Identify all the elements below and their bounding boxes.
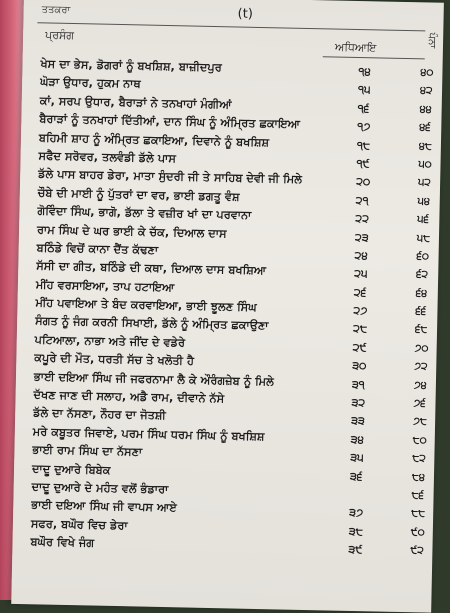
entry-topic: ਦੱਖਣ ਜਾਣ ਦੀ ਸਲਾਹ, ਅਡੈ ਰਾਮ, ਦੀਵਾਨੇ ਨੱਸੇ [33,388,225,406]
entry-topic: ਖੇਸ ਦਾ ਭੇਸ, ਡੋਗਰਾਂ ਨੂੰ ਬਖਸ਼ਿਸ਼, ਬਾਜ਼ੀਦਪੁਰ [40,57,222,75]
page-number: (t) [237,6,254,22]
entry-page: ੬੮ [414,323,428,336]
entry-page: ੭੬ [413,397,426,410]
entry-chapter: ੨੭ [353,304,368,318]
entry-chapter: ੧੭ [357,120,371,134]
entry-topic: ਭਾਈ ਦਇਆ ਸਿੰਘ ਜੀ ਵਾਪਸ ਆਏ [31,498,177,515]
entry-chapter: ੧੮ [356,138,371,152]
entry-chapter: ੨੧ [355,193,369,207]
entry-chapter: ੨੨ [355,212,370,226]
entry-chapter: ੩੧ [351,377,365,391]
entry-chapter: ੧੫ [357,83,371,97]
entry-chapter: ੩੫ [350,451,364,465]
entry-chapter: ੨੬ [353,285,367,299]
entry-topic: ਭਾਈ ਦਇਆ ਸਿੰਘ ਜੀ ਜਫਰਨਾਮਾ ਲੈ ਕੇ ਔਰੰਗਜ਼ੇਬ ਨੂੰ ਮਿਲੇ [33,369,275,388]
entry-page: ੫੨ [418,176,431,189]
entry-topic: ਮੀਂਹ ਵਰਸਾਇਆ, ਤਾਪ ਹਟਾਇਆ [35,278,175,294]
entry-page: ੫੦ [418,158,432,171]
book-page [11,0,444,613]
entry-page: ੯੨ [410,544,424,557]
entry-page: ੬੦ [416,250,430,263]
entry-chapter: ੩੨ [351,395,366,410]
entry-page: ੮੬ [411,489,425,502]
entry-topic: ਦਾਦੂ ਦੁਆਰੇ ਬਿਬੇਕ [31,461,111,477]
entry-topic: ਸਫੈਦ ਸਰੋਵਰ, ਤਲਵੰਡੀ ਡੱਲੇ ਪਾਸ [38,149,177,166]
entry-chapter: ੩੭ [349,506,364,520]
entry-chapter: ੧੬ [357,101,370,116]
entry-page: ੪੨ [419,84,433,97]
column-header-chapter: ਅਧਿਆਇ [334,40,377,55]
entry-topic: ਮਰੇ ਕਬੂਤਰ ਜਿਵਾਏ, ਪਰਮ ਸਿੰਘ ਧਰਮ ਸਿੰਘ ਨੂੰ ਬਖਸ਼ਿਸ਼ [32,425,265,443]
header-rule [37,22,425,31]
column-header-topic: ਪ੍ਰਸੰਗ [45,28,75,43]
entry-topic: ਡੱਲੇ ਦਾ ਨੱਸਣਾ, ਨੌਹਰ ਦਾ ਜੋਤਸ਼ੀ [33,406,167,423]
entry-topic: ਘੋੜਾ ਉਧਾਰ, ਹੁਕਮ ਨਾਥ [40,75,141,91]
entry-page: ੮੨ [412,452,426,465]
entry-topic: ਗੋਵਿੰਦਾ ਸਿੰਘ, ਭਾਗੋ, ਡੱਲਾ ਤੇ ਵਜ਼ੀਰ ਖਾਂ ਦਾ ਪਰਵਾਨਾ [37,204,252,222]
entry-topic: ਮੀਂਹ ਪਵਾਇਆ ਤੇ ਬੰਦ ਕਰਵਾਇਆ, ਭਾਈ ਝੂਲਣ ਸਿੰਘ [35,296,257,315]
contents-list [30,56,440,561]
entry-page: ੬੪ [415,286,428,300]
entry-chapter: ੧੪ [358,65,371,79]
entry-page: ੭੪ [413,378,427,392]
entry-topic: ਬਹਿਮੀ ਸ਼ਾਹ ਨੂੰ ਅੰਮ੍ਰਿਤ ਛਕਾਇਆ, ਦਿਵਾਨੇ ਨੂੰ ਬਖਸ਼ਿਸ਼ [38,130,270,149]
entry-chapter: ੩੩ [350,414,365,428]
entry-topic: ਬੈਰਾੜਾਂ ਨੂੰ ਤਨਖਾਹਾਂ ਦਿੱਤੀਆਂ, ਦਾਨ ਸਿੰਘ ਨੂੰ ਅੰਮ੍ਰਿਤ ਛਕਾਇਆ [39,112,301,131]
entry-topic: ਭਾਈ ਰਾਮ ਸਿੰਘ ਦਾ ਨੱਸਣਾ [32,443,143,459]
entry-page: ੭੦ [414,342,429,355]
entry-topic: ਸਫਰ, ਬਘੌਰ ਵਿਚ ਡੇਰਾ [30,517,128,533]
entry-page: ੫੪ [417,195,431,208]
entry-page: ੮੦ [412,434,427,447]
entry-page: ੯੦ [410,525,425,539]
entry-topic: ਦਾਦੂ ਦੁਆਰੇ ਦੇ ਮਹੰਤ ਵਲੋਂ ਭੰਡਾਰਾ [31,480,169,497]
subheader-rule [323,56,425,59]
entry-chapter: ੧੯ [356,156,370,171]
entry-chapter: ੨੪ [354,248,368,263]
entry-chapter: ੨੯ [352,340,367,355]
entry-page: ੬੨ [416,268,429,281]
entry-page: ੬੬ [415,305,427,318]
entry-page: ੪੬ [419,121,431,134]
entry-topic: ਕਾਂ, ਸਰਪ ਉਧਾਰ, ਬੈਰਾੜਾਂ ਨੇ ਤਨਖਾਹਾਂ ਮੰਗੀਆਂ [39,94,232,112]
entry-chapter: ੩੦ [352,359,367,373]
entry-chapter: ੩੯ [348,543,363,557]
entry-chapter: ੩੪ [350,432,365,447]
entry-chapter: ੨੫ [354,267,368,281]
entry-topic: ਬਘੌਰ ਵਿਖੇ ਜੰਗ [30,535,95,550]
column-header-page: ਪੰਨਾ [425,32,438,49]
entry-page: ੫੬ [417,213,430,226]
entry-topic: ਪਟਿਆਲਾ, ਨਾਭਾ ਅਤੇ ਜੀਂਦ ਦੇ ਵਡੇਰੇ [34,333,186,350]
entry-topic: ਬਠਿੰਡੇ ਵਿਚੋਂ ਕਾਨਾ ਦੈਂਤ ਕੱਢਣਾ [36,241,159,257]
entry-topic: ਡੱਲੇ ਪਾਸ ਬਾਹਰ ਡੇਰਾ, ਮਾਤਾ ਸੁੰਦਰੀ ਜੀ ਤੇ ਸਾਹਿਬ ਦੇਵੀ ਜੀ ਮਿਲੇ [38,167,303,187]
entry-page: ੪੪ [419,103,432,116]
entry-chapter: ੩੬ [349,469,363,483]
entry-chapter: ੨੦ [356,175,371,189]
entry-page: ੮੮ [411,507,426,520]
entry-topic: ਚੌਬੇ ਦੀ ਮਾਈ ਨੂੰ ਪੁੱਤਰਾਂ ਦਾ ਵਰ, ਭਾਈ ਡਗਤੂ ਵੰਸ਼ [37,186,240,204]
entry-page: ੭੮ [413,415,427,428]
entry-chapter: ੩੮ [348,524,364,538]
entry-chapter: ੨੩ [354,230,369,244]
entry-page: ੫੮ [416,231,431,245]
entry-topic: ਰਾਮ ਸਿੰਘ ਦੇ ਘਰ ਭਾਈ ਕੇ ਚੱਕ, ਦਿਆਲ ਦਾਸ [36,222,227,240]
entry-page: ੮੪ [411,470,426,484]
entry-page: ੭੨ [414,360,428,373]
running-head: ਤਤਕਰਾ [41,4,71,16]
entry-topic: ਸੱਸੀ ਦਾ ਗੀਤ, ਬਠਿੰਡੇ ਦੀ ਕਥਾ, ਦਿਆਲ ਦਾਸ ਬਖਸ਼ਿਆ [36,259,267,278]
entry-topic: ਸੰਗਤ ਨੂੰ ਜੰਗ ਕਰਨੀ ਸਿਖਾਈ, ਡੱਲੇ ਨੂੰ ਅੰਮ੍ਰਿਤ ਛਕਾਉਣਾ [35,314,269,333]
entry-page: ੪੦ [420,66,434,79]
entry-topic: ਕਪੂਰੇ ਦੀ ਮੌਤ, ਧਰਤੀ ਸੱਚ ਤੇ ਖਲੋਤੀ ਹੈ [34,351,195,368]
entry-chapter: ੨੮ [352,322,368,336]
entry-page: ੪੮ [418,139,433,153]
